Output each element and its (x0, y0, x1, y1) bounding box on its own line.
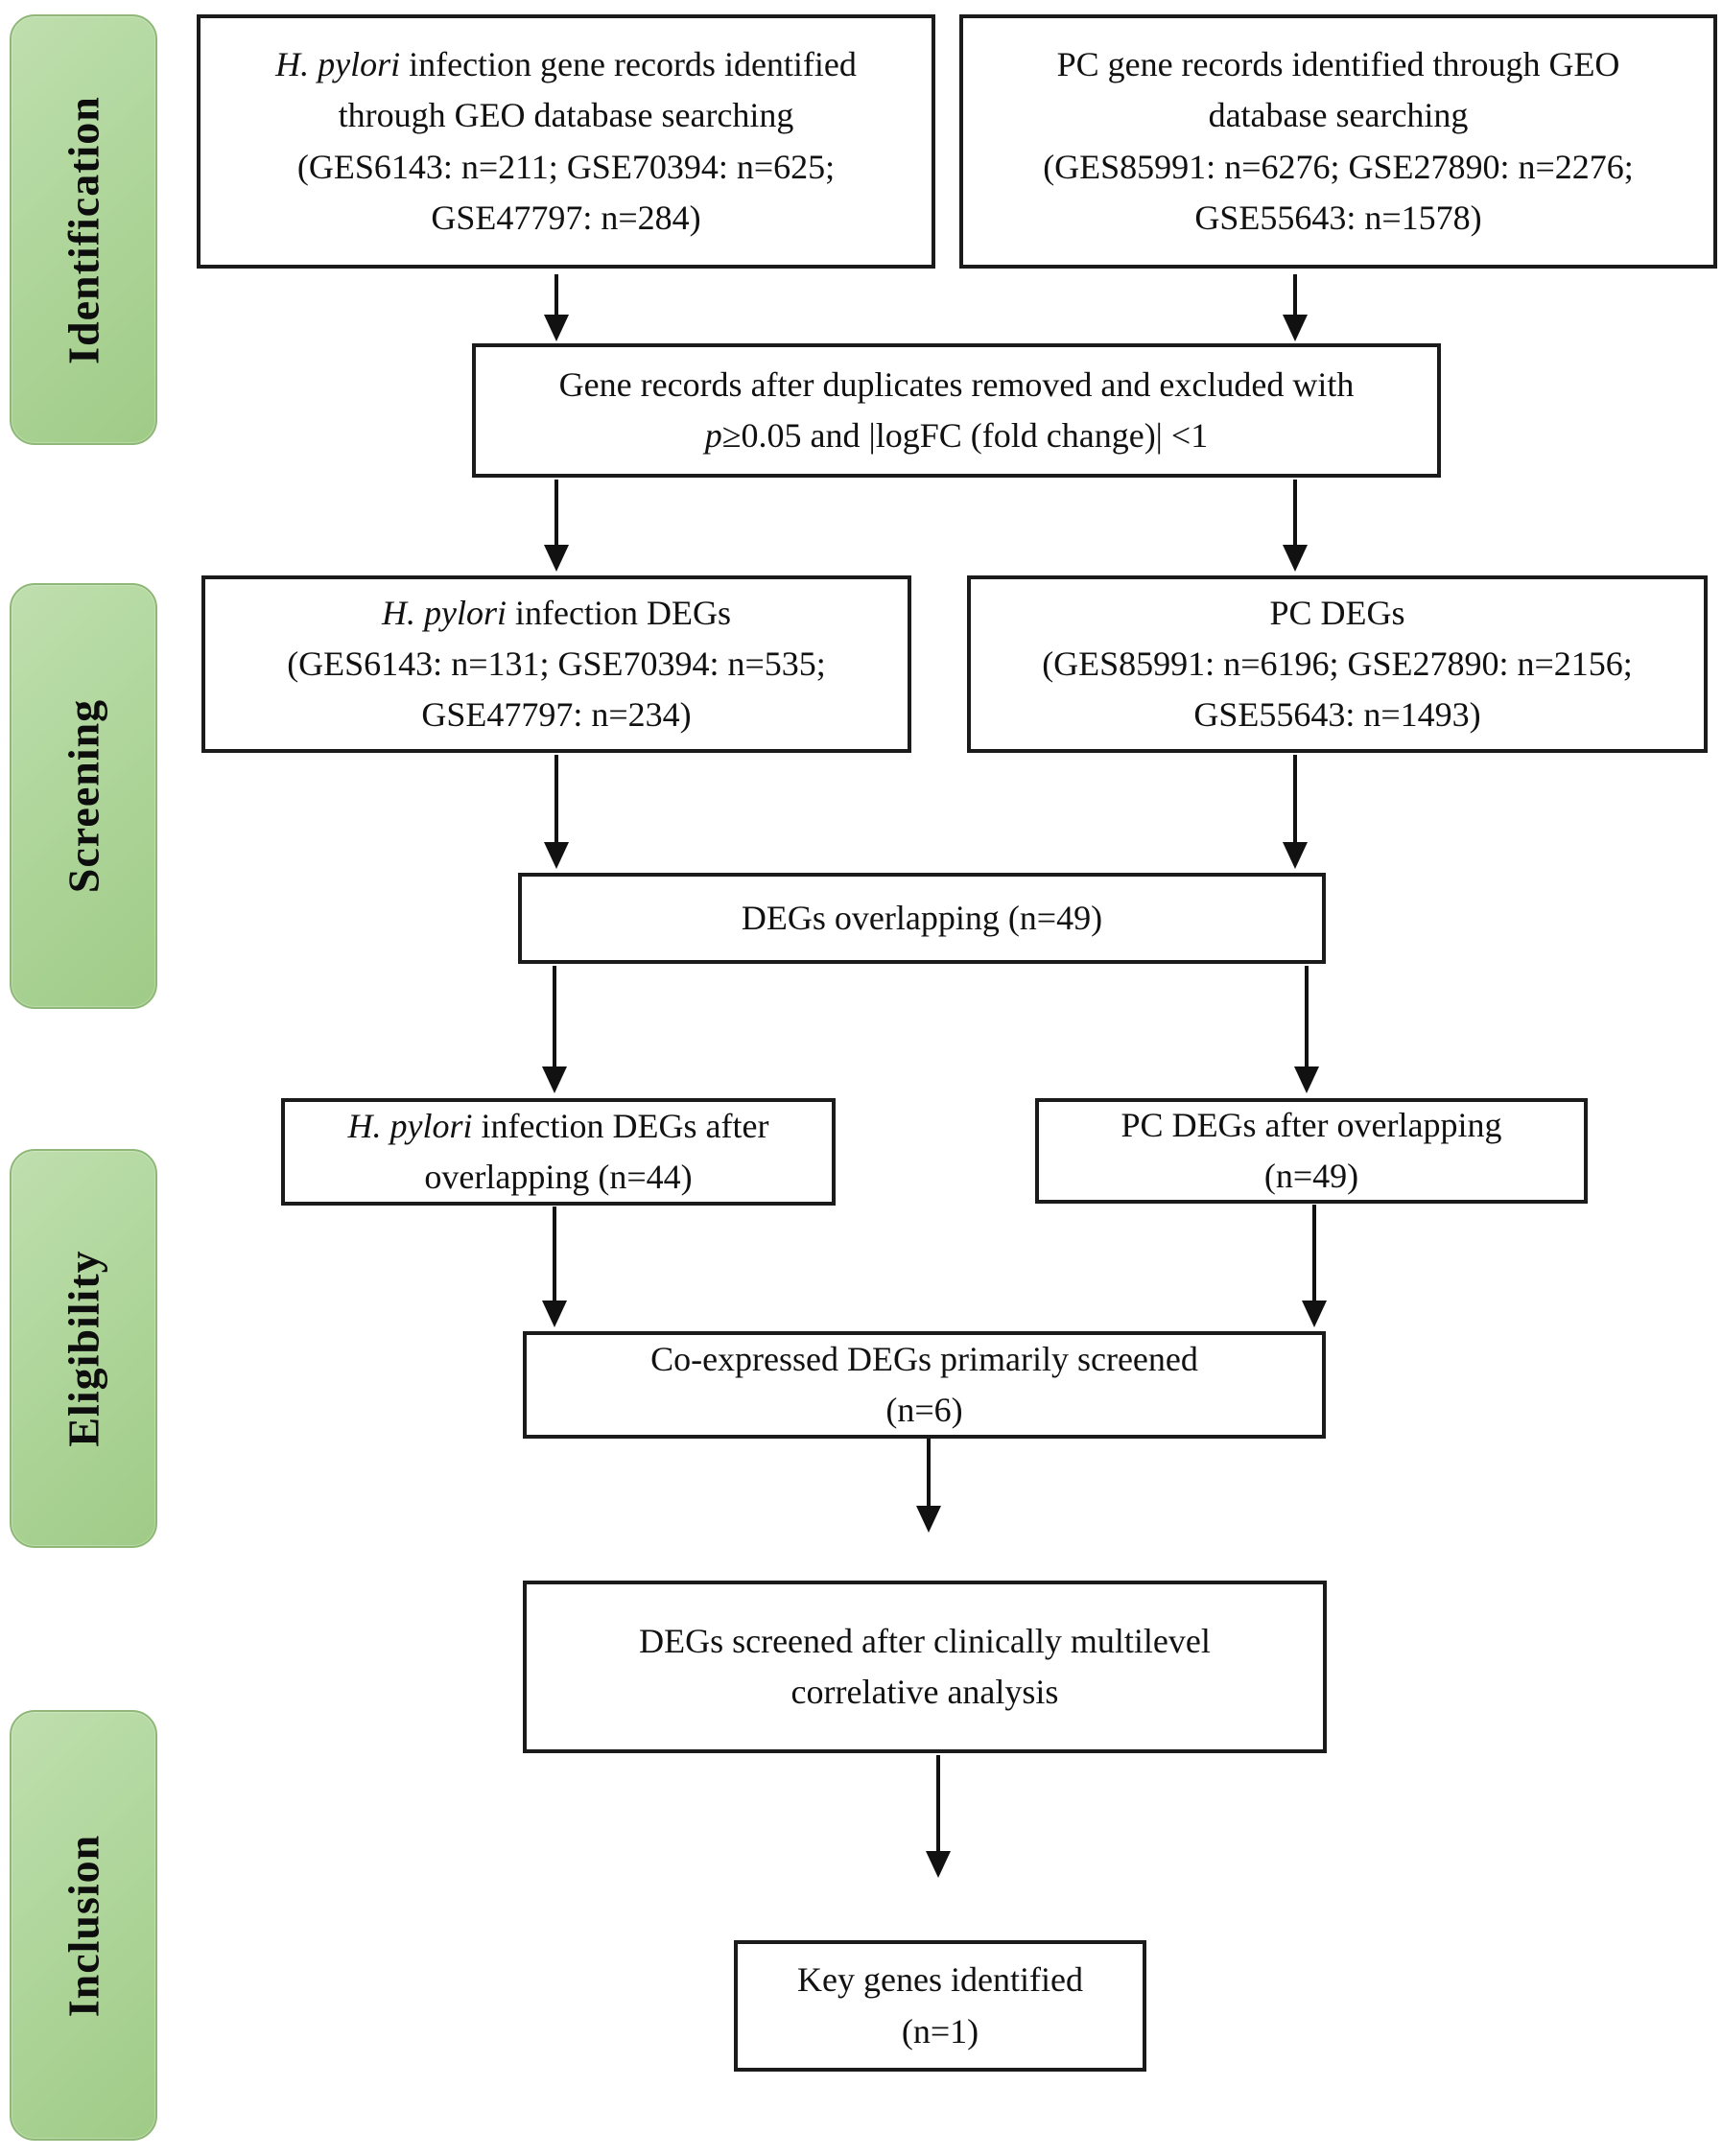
arrow-shaft (554, 480, 558, 551)
flow-box-text-segment: PC gene records identified through GEO (1056, 44, 1620, 83)
flow-box-multilevel (523, 1581, 1327, 1753)
flow-box-text-segment: infection DEGs after (472, 1106, 769, 1145)
flow-box-text-segment: GSE55643: n=1493) (1193, 695, 1481, 735)
arrow-shaft (553, 1207, 556, 1306)
flow-box-text-line (1194, 193, 1481, 244)
flow-box-text-segment: GSE55643: n=1578) (1194, 198, 1482, 237)
arrowhead-icon (544, 545, 569, 572)
flow-box-text-line (297, 142, 835, 193)
flow-box-text-segment: correlative analysis (790, 1673, 1059, 1711)
flow-arrow-down (541, 966, 568, 1093)
flow-box-text-segment: (GES6143: n=131; GSE70394: n=535; (287, 644, 826, 683)
arrow-shaft (1293, 480, 1297, 551)
flow-box-text-line (382, 588, 731, 639)
flow-arrow-down (543, 480, 570, 572)
stage-label-eligibility (10, 1149, 157, 1548)
arrowhead-icon (1294, 1066, 1319, 1093)
flow-arrow-down (925, 1755, 952, 1878)
stage-label-identification (10, 14, 157, 445)
arrow-shaft (936, 1755, 940, 1857)
flow-box-text-segment: (GES85991: n=6276; GSE27890: n=2276; (1043, 147, 1634, 186)
flow-box-text-line (902, 2006, 979, 2057)
flow-box-text-line (791, 1667, 1059, 1718)
arrowhead-icon (542, 1301, 567, 1327)
flow-box-hp-degs (201, 575, 911, 753)
flow-box-text-line (431, 193, 700, 244)
stage-label-text: Inclusion (59, 1834, 108, 2017)
flow-arrow-down (543, 274, 570, 341)
flow-box-text-segment: infection gene records identified (400, 44, 857, 83)
flow-box-text-line (421, 690, 691, 740)
flow-box-text-segment: PC DEGs (1269, 593, 1405, 632)
flow-box-pc-after (1035, 1098, 1588, 1204)
flow-box-text-segment: GSE47797: n=284) (431, 198, 701, 237)
flow-box-text-line (742, 893, 1102, 944)
flow-box-text-line (1264, 1151, 1358, 1202)
flow-box-pc-records (959, 14, 1717, 269)
flow-box-overlapping (518, 873, 1326, 964)
arrowhead-icon (1302, 1301, 1327, 1327)
flow-box-hp-records (197, 14, 935, 269)
flow-box-text-segment: Gene records after duplicates removed and excluded with (558, 364, 1355, 404)
flow-box-text-segment: (n=49) (1263, 1157, 1359, 1195)
stage-label-text: Screening (59, 698, 108, 894)
arrowhead-icon (916, 1506, 941, 1533)
flow-box-text-line (287, 639, 826, 690)
flow-box-text-line (650, 1334, 1198, 1385)
flow-box-duplicates (472, 343, 1441, 478)
flow-box-text-segment: Co-expressed DEGs primarily screened (650, 1339, 1198, 1378)
arrowhead-icon (926, 1851, 951, 1878)
arrow-shaft (554, 274, 558, 320)
flow-box-text-segment: (n=1) (901, 2011, 979, 2051)
flow-box-text-segment: H. pylori (347, 1106, 473, 1145)
flow-box-text-segment: H. pylori (382, 593, 507, 632)
flow-box-hp-after (281, 1098, 836, 1206)
stage-label-inclusion (10, 1710, 157, 2141)
flow-box-text-line (559, 360, 1355, 410)
flow-arrow-down (1282, 755, 1309, 869)
arrowhead-icon (542, 1066, 567, 1093)
arrow-shaft (1293, 755, 1297, 848)
flow-box-text-segment: infection DEGs (507, 593, 731, 632)
flow-box-coexpressed (523, 1331, 1326, 1439)
flow-arrow-down (1282, 274, 1309, 341)
flow-box-text-segment: p (704, 416, 722, 455)
flow-box-text-segment: through GEO database searching (338, 96, 794, 135)
arrow-shaft (1312, 1205, 1316, 1306)
flow-box-text-line (1043, 142, 1634, 193)
flow-arrow-down (915, 1439, 942, 1533)
flow-box-text-line (705, 410, 1208, 461)
flow-arrow-down (1301, 1205, 1328, 1327)
flow-box-text-segment: (GES6143: n=211; GSE70394: n=625; (296, 147, 836, 186)
flow-box-text-line (1209, 90, 1469, 141)
flow-box-text-line (885, 1385, 962, 1436)
flow-box-text-segment: PC DEGs after overlapping (1120, 1105, 1502, 1144)
flow-box-text-line (1057, 39, 1620, 90)
flow-arrow-down (541, 1207, 568, 1327)
flow-arrow-down (543, 755, 570, 869)
flow-box-text-line (424, 1152, 692, 1203)
flow-box-keygenes (734, 1940, 1146, 2072)
stage-label-text: Eligibility (59, 1250, 108, 1447)
flow-box-text-line (1193, 690, 1480, 740)
flow-arrow-down (1282, 480, 1309, 572)
flow-box-text-line (639, 1616, 1211, 1667)
arrowhead-icon (1283, 315, 1308, 341)
flow-box-text-segment: DEGs overlapping (n=49) (741, 898, 1103, 937)
flow-box-text-segment: DEGs screened after clinically multilevel (639, 1621, 1211, 1660)
flow-box-text-line (1269, 588, 1404, 639)
flow-box-text-segment: GSE47797: n=234) (421, 695, 692, 735)
arrowhead-icon (1283, 842, 1308, 869)
flow-box-text-line (1121, 1100, 1502, 1151)
flow-box-text-segment: overlapping (n=44) (424, 1158, 693, 1196)
stage-label-screening (10, 583, 157, 1009)
flow-box-text-line (339, 90, 794, 141)
flow-box-text-line (348, 1101, 769, 1152)
stage-label-text: Identification (59, 95, 108, 364)
arrow-shaft (554, 755, 558, 848)
flow-box-text-segment: Key genes identified (797, 1960, 1083, 2000)
arrowhead-icon (544, 315, 569, 341)
flow-box-pc-degs (967, 575, 1708, 753)
flow-arrow-down (1293, 966, 1320, 1093)
arrow-shaft (1305, 966, 1309, 1072)
flow-box-text-line (1042, 639, 1633, 690)
flow-box-text-segment: (n=6) (885, 1391, 963, 1429)
flow-box-text-line (275, 39, 857, 90)
arrow-shaft (1293, 274, 1297, 320)
flow-box-text-segment: H. pylori (275, 44, 401, 83)
arrow-shaft (553, 966, 556, 1072)
arrowhead-icon (544, 842, 569, 869)
flow-box-text-segment: ≥0.05 and |logFC (fold change)| <1 (721, 416, 1209, 455)
arrow-shaft (927, 1439, 931, 1512)
flow-box-text-line (797, 1955, 1083, 2005)
arrowhead-icon (1283, 545, 1308, 572)
flow-box-text-segment: (GES85991: n=6196; GSE27890: n=2156; (1042, 644, 1633, 683)
flow-box-text-segment: database searching (1208, 96, 1469, 135)
